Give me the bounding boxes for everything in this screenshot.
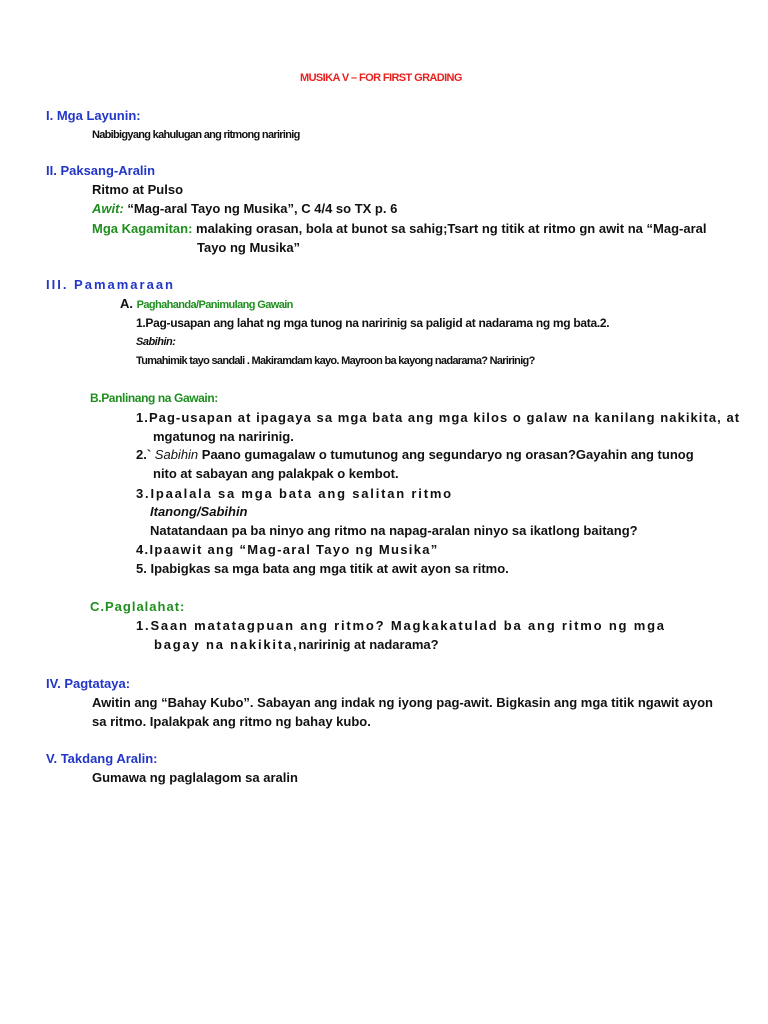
pagtataya-heading: IV. Pagtataya: <box>46 676 131 691</box>
section-c-heading: C.Paglalahat: <box>90 599 186 614</box>
section-b-heading: B.Panlinang na Gawain: <box>90 391 218 405</box>
layunin-text: Nabibigyang kahulugan ang ritmong naririnig <box>92 129 300 141</box>
section-b-item-2-line <box>136 447 694 463</box>
section-c-item-1b <box>154 637 439 653</box>
layunin-heading: I. Mga Layunin: <box>46 108 141 123</box>
section-a-heading: Paghahanda/Panimulang Gawain <box>136 299 293 311</box>
section-a-item-1: 1.Pag-usapan ang lahat ng mga tunog na naririnig sa paligid at nadarama ng mg bata.2. <box>136 316 610 330</box>
paksang-aralin-heading: II. Paksang-Aralin <box>46 163 156 178</box>
awit-line <box>92 201 397 217</box>
section-b-item-2-sabihin: Sabihin <box>154 447 199 462</box>
takdang-aralin-heading: V. Takdang Aralin: <box>46 751 158 766</box>
section-c-item-1a: 1.Saan matatagpuan ang ritmo? Magkakatulad ba ang ritmo ng mga <box>136 618 666 633</box>
section-c-item-1b-rest: naririnig at nadarama? <box>298 637 439 652</box>
pagtataya-text-1: Awitin ang “Bahay Kubo”. Sabayan ang indak ng iyong pag-awit. Bigkasin ang mga titik ngawit ayon <box>92 695 713 710</box>
section-b-item-1a: 1.Pag-usapan at ipagaya sa mga bata ang mga kilos o galaw na kanilang nakikita, at <box>136 410 741 425</box>
kagamitan-label: Mga Kagamitan: <box>92 221 193 236</box>
awit-label: Awit: <box>92 201 124 216</box>
section-a-sabihin: Sabihin: <box>136 336 176 348</box>
section-b-item-5: 5. Ipabigkas sa mga bata ang mga titik at awit ayon sa ritmo. <box>136 561 509 576</box>
section-a-line <box>120 296 293 313</box>
section-b-item-3-text: Natatandaan pa ba ninyo ang ritmo na napag-aralan ninyo sa ikatlong baitang? <box>150 523 638 538</box>
section-b-item-1b: mgatunog na naririnig. <box>153 429 294 444</box>
section-b-item-2b: nito at sabayan ang palakpak o kembot. <box>153 466 399 481</box>
section-a-label: A. <box>120 296 137 311</box>
pagtataya-text-2: sa ritmo. Ipalakpak ang ritmo ng bahay kubo. <box>92 714 371 729</box>
kagamitan-text: malaking orasan, bola at bunot sa sahig;Tsart ng titik at ritmo gn awit na “Mag-aral <box>192 221 707 236</box>
kagamitan-text-continued: Tayo ng Musika” <box>197 240 301 255</box>
document-title: MUSIKA V – FOR FIRST GRADING <box>300 72 462 84</box>
section-b-item-2-num: 2.` <box>136 447 155 462</box>
section-a-item-2: Tumahimik tayo sandali . Makiramdam kayo. Mayroon ba kayong nadarama? Naririnig? <box>136 355 535 367</box>
pamamaraan-heading: III. Pamamaraan <box>46 277 175 292</box>
section-c-item-1b-spaced: bagay na nakikita, <box>154 637 299 652</box>
section-b-item-2-text: Paano gumagalaw o tumutunog ang segundaryo ng orasan?Gayahin ang tunog <box>198 447 694 462</box>
section-b-item-4: 4.Ipaawit ang “Mag-aral Tayo ng Musika” <box>136 542 439 557</box>
paksang-topic: Ritmo at Pulso <box>92 182 184 197</box>
kagamitan-line <box>92 221 706 237</box>
awit-text: “Mag-aral Tayo ng Musika”, C 4/4 so TX p. 6 <box>123 201 398 216</box>
takdang-aralin-text: Gumawa ng paglalagom sa aralin <box>92 770 298 785</box>
section-b-item-3-itanong: Itanong/Sabihin <box>150 504 248 519</box>
section-b-item-3: 3.Ipaalala sa mga bata ang salitan ritmo <box>136 486 453 501</box>
